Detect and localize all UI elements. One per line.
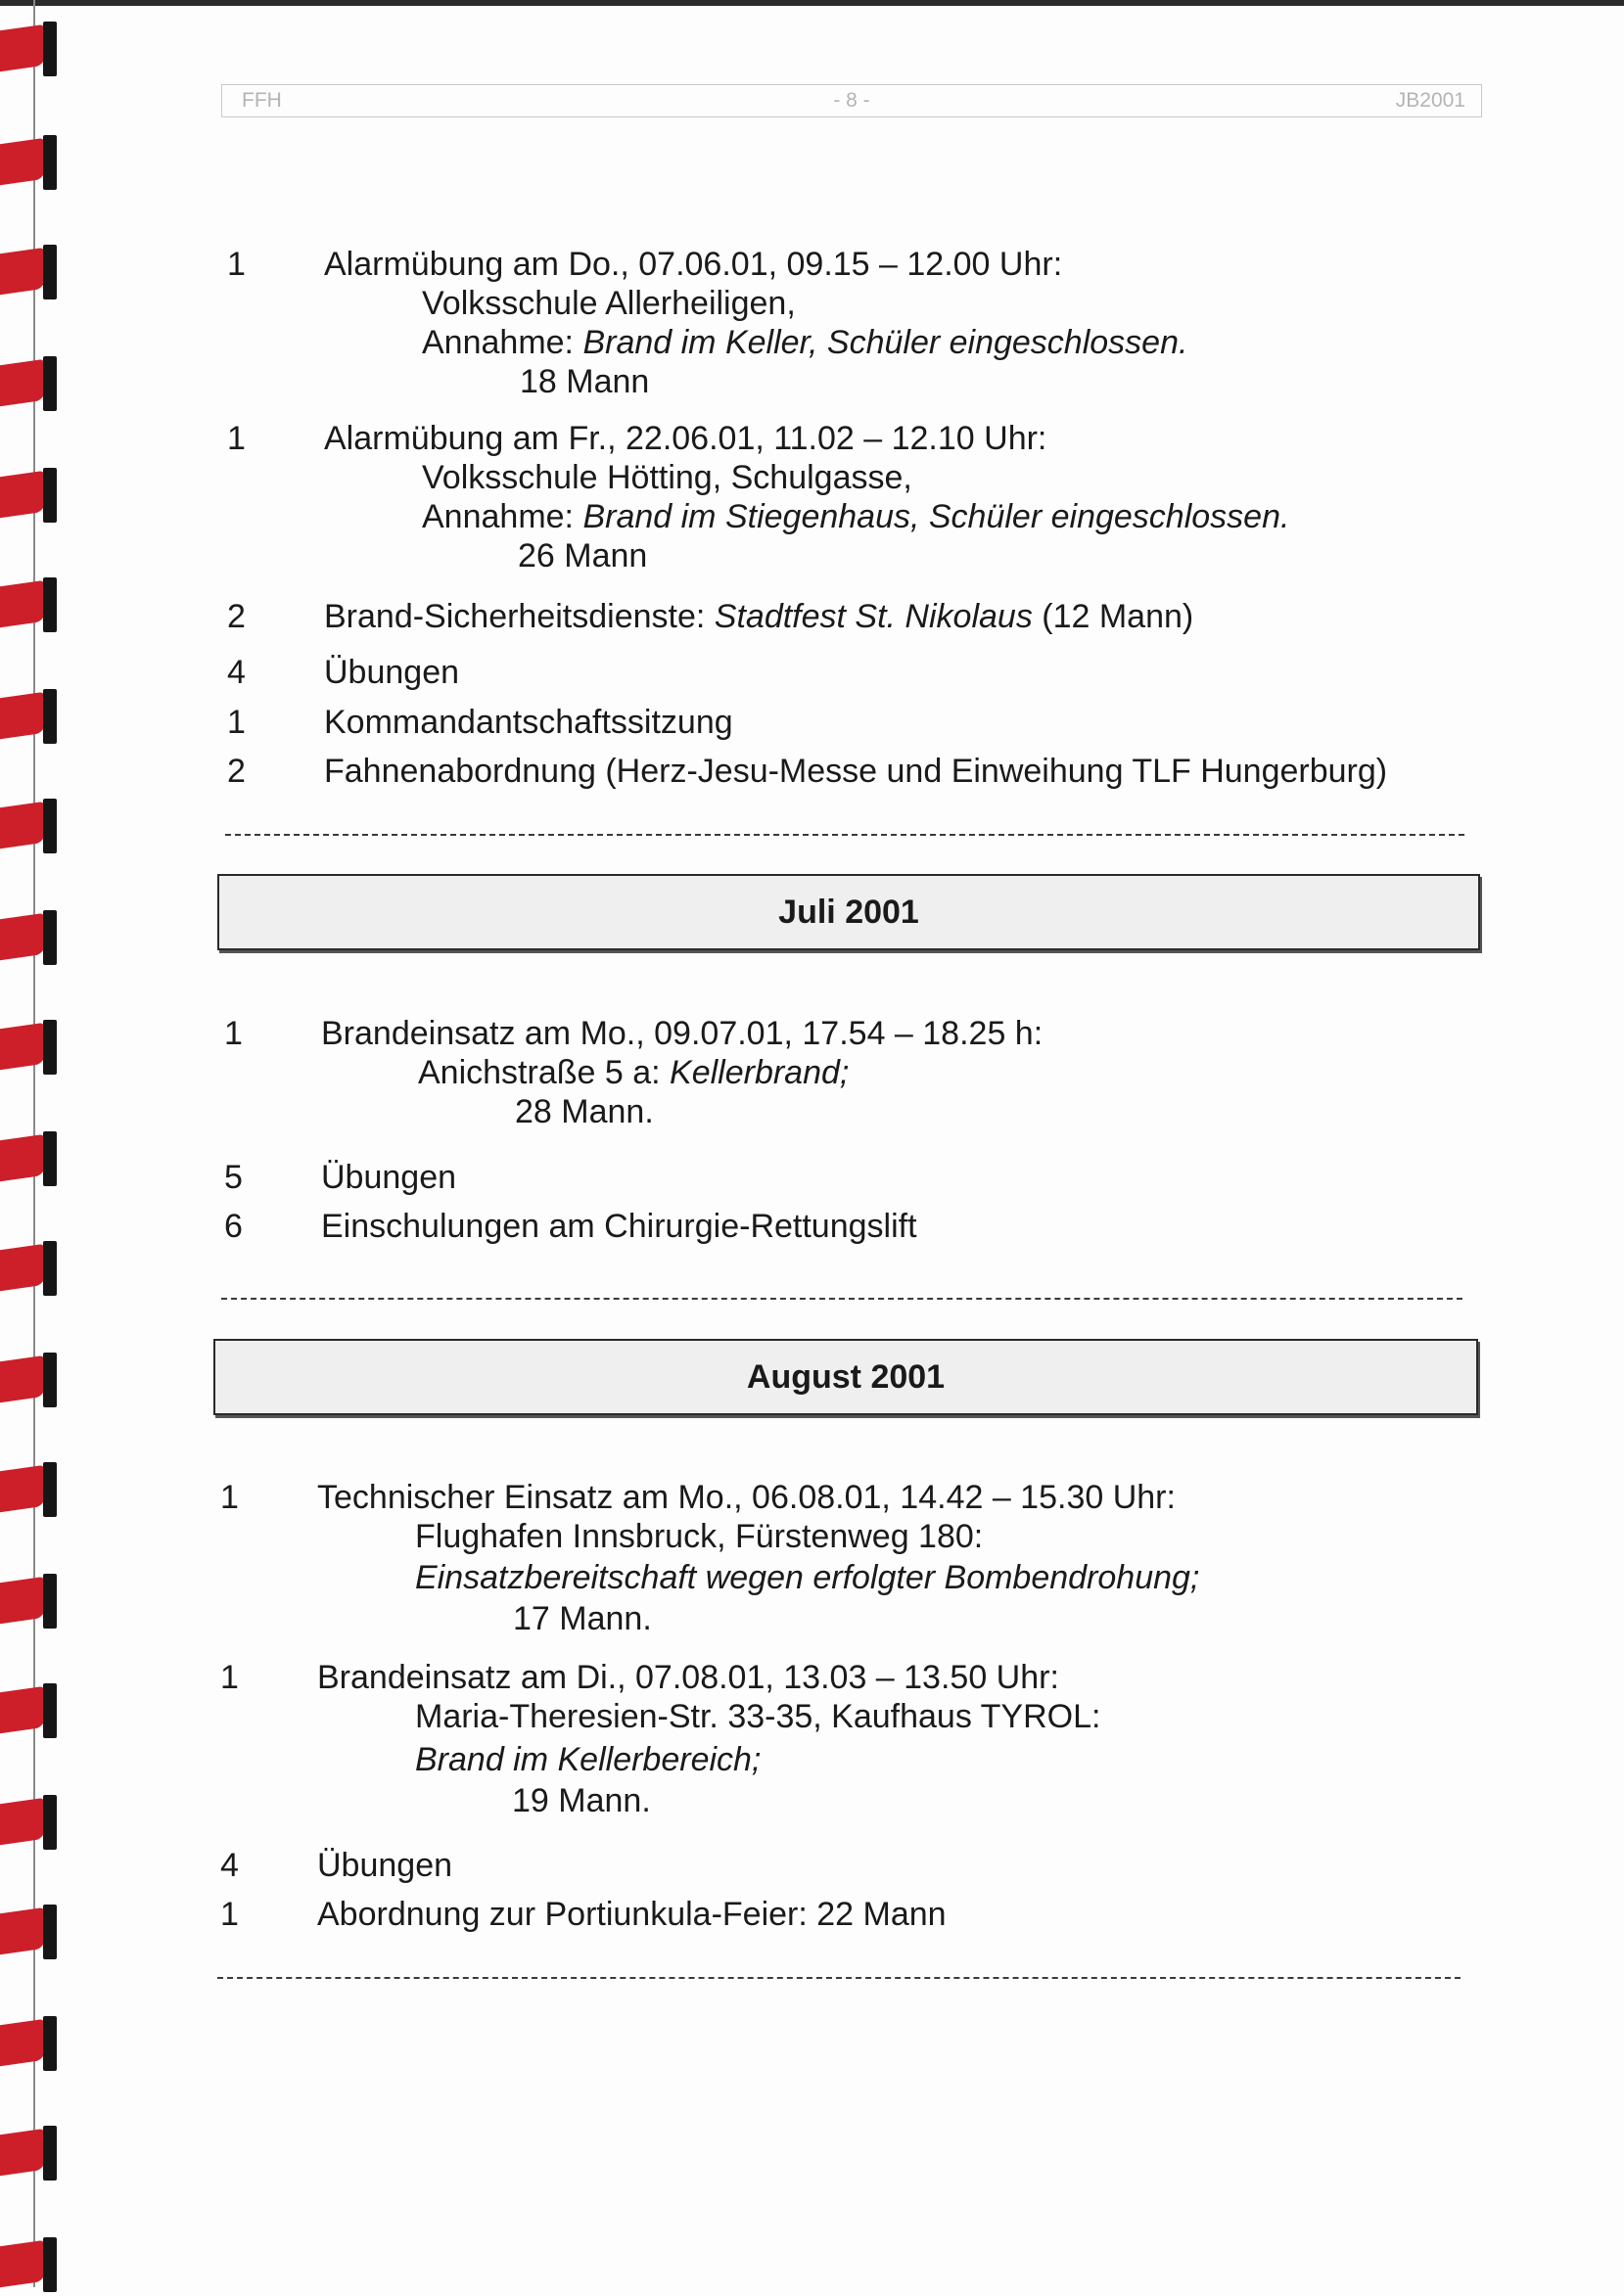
item-text: Kommandantschaftssitzung xyxy=(324,704,733,741)
item-count: 1 xyxy=(227,704,246,741)
item-place: Volksschule Hötting, Schulgasse, xyxy=(422,459,912,496)
binding-ring xyxy=(0,1793,57,1854)
item-description: Einsatzbereitschaft wegen erfolgter Bombendrohung; xyxy=(415,1559,1200,1596)
item-crew: 18 Mann xyxy=(520,363,650,400)
item-assumption xyxy=(422,323,1187,362)
assumption-label: Annahme: xyxy=(422,324,583,361)
item-description: Brand im Kellerbereich; xyxy=(415,1741,762,1778)
item-count: 1 xyxy=(220,1479,239,1516)
month-heading-august: August 2001 xyxy=(213,1339,1478,1415)
item-text: Übungen xyxy=(324,654,460,691)
binding-ring xyxy=(0,133,57,194)
item-place: Maria-Theresien-Str. 33-35, Kaufhaus TYROL: xyxy=(415,1698,1101,1735)
section-divider xyxy=(225,834,1464,836)
item-place xyxy=(418,1053,849,1092)
binding-ring xyxy=(0,687,57,748)
item-count: 4 xyxy=(227,654,246,691)
item-count: 4 xyxy=(220,1847,239,1884)
item-crew: 28 Mann. xyxy=(515,1093,654,1130)
binding-ring xyxy=(0,1129,57,1190)
place-label: Anichstraße 5 a: xyxy=(418,1054,671,1091)
header-right: JB2001 xyxy=(1395,89,1465,112)
binding-ring xyxy=(0,1351,57,1411)
assumption-text: Brand im Keller, Schüler eingeschlossen. xyxy=(582,324,1188,361)
item-title: Technischer Einsatz am Mo., 06.08.01, 14.42 – 15.30 Uhr: xyxy=(317,1479,1176,1516)
item-place: Flughafen Innsbruck, Fürstenweg 180: xyxy=(415,1518,984,1555)
binding-ring xyxy=(0,1018,57,1079)
item-title: Alarmübung am Fr., 22.06.01, 11.02 – 12.10 Uhr: xyxy=(324,420,1047,457)
header-left: FFH xyxy=(242,89,282,112)
item-count: 2 xyxy=(227,753,246,790)
item-text: Übungen xyxy=(321,1159,457,1196)
binding-ring xyxy=(0,1239,57,1300)
binding-ring xyxy=(0,1681,57,1742)
section-divider xyxy=(217,1977,1461,1979)
item-event: Stadtfest St. Nikolaus xyxy=(714,598,1033,635)
month-heading-july: Juli 2001 xyxy=(217,874,1480,950)
item-crew: 26 Mann xyxy=(518,537,648,574)
binding-ring xyxy=(0,20,57,80)
item-title: Alarmübung am Do., 07.06.01, 09.15 – 12.00 Uhr: xyxy=(324,246,1063,283)
binding-ring xyxy=(0,1572,57,1632)
item-crew: 19 Mann. xyxy=(512,1782,651,1819)
binding-ring xyxy=(0,466,57,527)
binding-ring xyxy=(0,2014,57,2075)
assumption-label: Annahme: xyxy=(422,498,583,535)
binding-ring xyxy=(0,908,57,969)
item-count: 5 xyxy=(224,1159,243,1196)
page-number: - 8 - xyxy=(833,89,870,112)
item-title: Brandeinsatz am Mo., 09.07.01, 17.54 – 18.25 h: xyxy=(321,1015,1044,1052)
item-text: Fahnenabordnung (Herz-Jesu-Messe und Einweihung TLF Hungerburg) xyxy=(324,753,1388,790)
assumption-text: Brand im Stiegenhaus, Schüler eingeschlossen. xyxy=(582,498,1290,535)
page-header xyxy=(221,84,1482,117)
item-text xyxy=(324,597,1193,636)
item-text: Abordnung zur Portiunkula-Feier: 22 Mann xyxy=(317,1896,947,1933)
binding-ring xyxy=(0,1460,57,1521)
binding-ring xyxy=(0,797,57,857)
spiral-binding xyxy=(0,0,63,2287)
item-assumption xyxy=(422,497,1289,536)
binding-ring xyxy=(0,243,57,303)
item-title: Brandeinsatz am Di., 07.08.01, 13.03 – 13.50 Uhr: xyxy=(317,1659,1059,1696)
section-divider xyxy=(221,1298,1462,1300)
item-place: Volksschule Allerheiligen, xyxy=(422,285,796,322)
item-count: 1 xyxy=(224,1015,243,1052)
binding-ring xyxy=(0,1903,57,1963)
item-count: 1 xyxy=(220,1659,239,1696)
item-count: 2 xyxy=(227,598,246,635)
scan-top-edge xyxy=(0,0,1624,6)
item-count: 1 xyxy=(220,1896,239,1933)
item-count: 1 xyxy=(227,246,246,283)
item-suffix: (12 Mann) xyxy=(1032,598,1194,635)
item-count: 1 xyxy=(227,420,246,457)
binding-ring xyxy=(0,354,57,415)
item-count: 6 xyxy=(224,1208,243,1245)
item-text: Übungen xyxy=(317,1847,453,1884)
item-text: Einschulungen am Chirurgie-Rettungslift xyxy=(321,1208,917,1245)
binding-ring xyxy=(0,2124,57,2184)
item-label: Brand-Sicherheitsdienste: xyxy=(324,598,715,635)
binding-ring xyxy=(0,575,57,636)
item-description: Kellerbrand; xyxy=(670,1054,850,1091)
item-crew: 17 Mann. xyxy=(513,1600,652,1637)
